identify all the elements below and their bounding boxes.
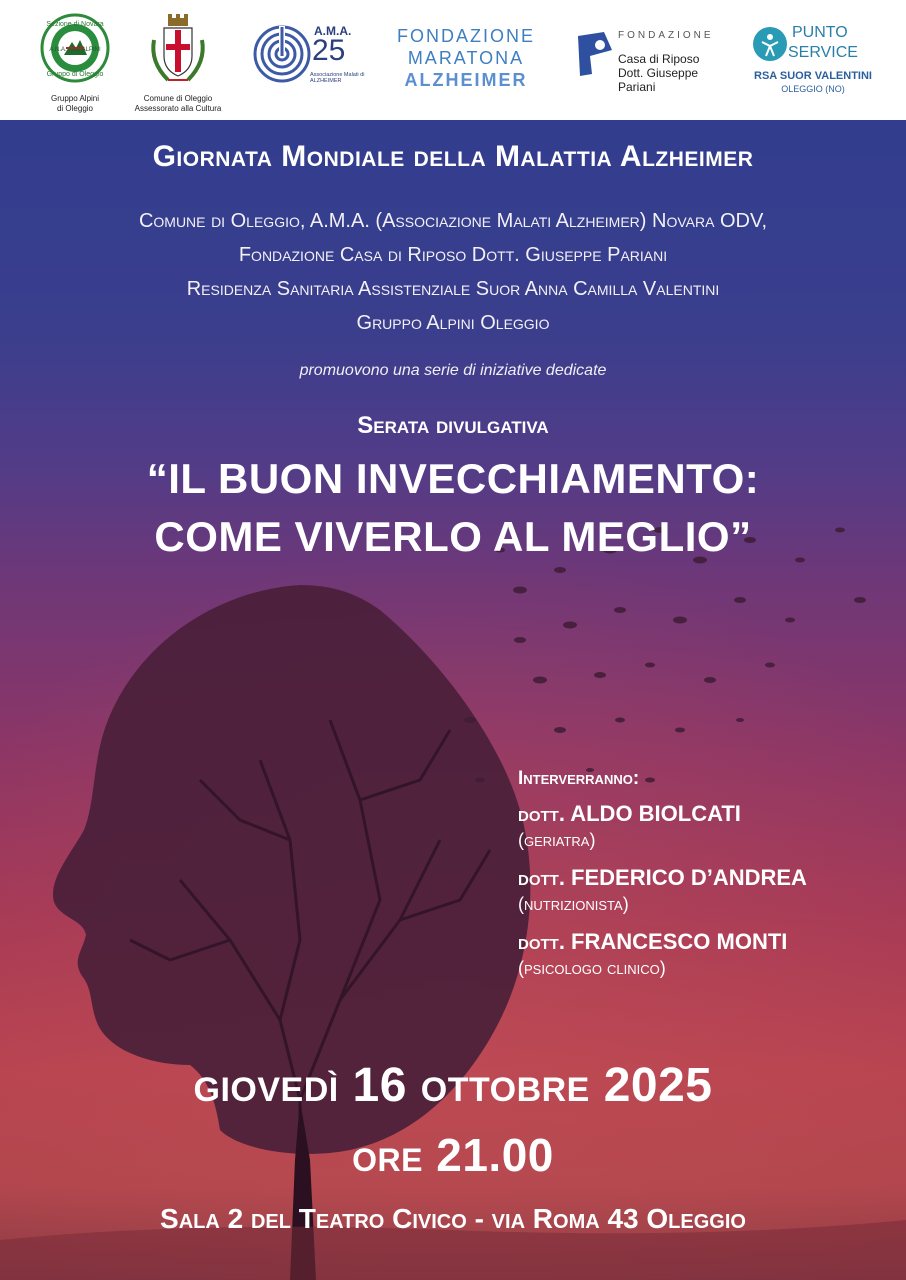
pariani-line-2: Dott. Giuseppe Pariani bbox=[618, 66, 699, 94]
pariani-label: FONDAZIONE bbox=[618, 30, 714, 41]
event-title-line-2: COME VIVERLO AL MEGLIO” bbox=[154, 513, 752, 560]
maratona-line-3: ALZHEIMER bbox=[404, 70, 528, 90]
alpini-seal-center: A.N.A. NAZ ALPINI bbox=[49, 47, 101, 53]
punto-line-1: PUNTO bbox=[792, 24, 848, 41]
event-time: ore 21.00 bbox=[352, 1129, 554, 1181]
ama-caption: Associazione Malati di ALZHEIMER bbox=[310, 72, 365, 84]
organizer-line-1: Comune di Oleggio, A.M.A. (Associazione Malati Alzheimer) Novara ODV, bbox=[138, 210, 768, 232]
event-venue: Sala 2 del Teatro Civico - via Roma 43 Oleggio bbox=[160, 1203, 746, 1234]
pariani-line-1: Casa di Riposo bbox=[618, 52, 700, 66]
oleggio-crest-icon bbox=[128, 0, 228, 92]
event-kind: Serata divulgativa bbox=[357, 412, 549, 439]
event-title-line-1: “IL BUON INVECCHIAMENTO: bbox=[146, 455, 760, 502]
poster-title: Giornata Mondiale della Malattia Alzheimer bbox=[152, 140, 754, 173]
alpini-caption-2: di Oleggio bbox=[56, 104, 94, 113]
speaker-name: dott. ALDO BIOLCATI bbox=[518, 801, 741, 826]
speaker-role: (nutrizionista) bbox=[518, 894, 629, 914]
punto-line-4: OLEGGIO (NO) bbox=[781, 84, 845, 94]
alpini-seal-top: Sezione di Novara bbox=[46, 21, 104, 28]
speaker-item bbox=[518, 864, 898, 916]
alpini-caption-1: Gruppo Alpini bbox=[50, 94, 100, 103]
punto-line-3: RSA SUOR VALENTINI bbox=[754, 70, 872, 82]
ama-title: A.M.A. bbox=[314, 24, 352, 38]
speakers-block bbox=[518, 768, 898, 992]
maratona-line-2: MARATONA bbox=[407, 48, 525, 68]
maratona-line-1: FONDAZIONE bbox=[396, 26, 535, 46]
pariani-p-icon bbox=[574, 30, 616, 80]
comune-caption-2: Assessorato alla Cultura bbox=[134, 104, 222, 113]
promo-text: promuovono una serie di iniziative dedicate bbox=[299, 362, 607, 379]
speakers-heading: Interverranno: bbox=[518, 768, 640, 789]
organizer-line-3: Residenza Sanitaria Assistenziale Suor Anna Camilla Valentini bbox=[186, 278, 720, 300]
event-date: giovedì 16 ottobre 2025 bbox=[193, 1059, 713, 1112]
fondazione-maratona-logo bbox=[386, 0, 546, 120]
alpini-logo bbox=[30, 0, 120, 120]
speaker-role: (psicologo clinico) bbox=[518, 958, 666, 978]
speaker-name: dott. FRANCESCO MONTI bbox=[518, 929, 788, 954]
speaker-role: (geriatra) bbox=[518, 830, 596, 850]
punto-line-2: SERVICE bbox=[788, 44, 858, 61]
comune-logo bbox=[128, 0, 228, 120]
ama-labyrinth-icon bbox=[252, 22, 312, 92]
logo-strip bbox=[0, 0, 906, 120]
speaker-item bbox=[518, 928, 898, 980]
punto-service-logo bbox=[748, 0, 878, 120]
organizer-line-4: Gruppo Alpini Oleggio bbox=[356, 312, 550, 334]
punto-service-icon bbox=[752, 26, 788, 62]
ama-number: 25 bbox=[312, 34, 346, 67]
speaker-item bbox=[518, 800, 898, 852]
ama-logo bbox=[252, 0, 365, 120]
organizer-line-2: Fondazione Casa di Riposo Dott. Giuseppe Pariani bbox=[238, 244, 668, 266]
pariani-logo bbox=[572, 0, 732, 120]
alpini-seal-bottom: Gruppo di Oleggio bbox=[46, 71, 104, 78]
speaker-name: dott. FEDERICO D’ANDREA bbox=[518, 865, 807, 890]
comune-caption-1: Comune di Oleggio bbox=[143, 94, 213, 103]
